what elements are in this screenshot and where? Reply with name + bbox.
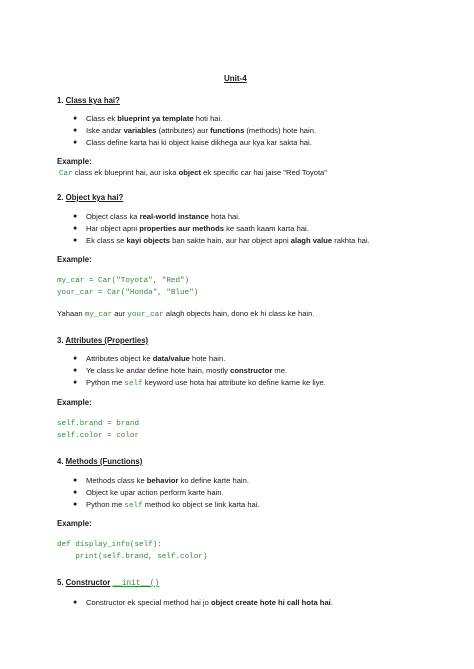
bullet-icon: ● [73,237,78,244]
s1-bullet-3: Class define karta hai ki object kaise dikhega aur kya kar sakta hai. [86,138,312,147]
text: Yahaan [57,309,85,318]
text: (attributes) aur [156,126,211,135]
text-bold: blueprint ya template [117,114,194,123]
bullet-icon: ● [73,477,78,484]
s1-bullet-2 [86,126,316,136]
text: hote hain. [189,354,226,363]
text-bold: real-world instance [139,212,209,221]
s4-example-label: Example: [57,519,92,528]
bullet-icon: ● [73,139,78,146]
section-2-title: Object kya hai? [65,193,124,202]
s2-code-line-1: my_car = Car("Toyota", "Red") [57,277,190,285]
section-2-number: 2. [57,193,66,202]
s2-after-text [57,309,314,320]
bullet-icon: ● [73,367,78,374]
text: alagh objects hain, dono ek hi class ke hain. [163,309,315,318]
text-bold: object [178,168,201,177]
s1-example-text [59,168,327,179]
s3-example-label: Example: [57,398,92,407]
text: Python me [86,500,125,509]
section-1-number: 1. [57,96,66,105]
section-5-title: Constructor [65,578,111,587]
bullet-icon: ● [73,501,78,508]
text-bold: behavior [146,476,179,485]
text: Constructor ek special method hai jo [86,598,211,607]
section-5-number: 5. [57,578,66,587]
text: Object class ka [86,212,140,221]
code-inline: self [124,380,143,388]
s3-bullet-3 [86,378,326,389]
text-bold: alagh value [290,236,333,245]
s4-bullet-3 [86,500,260,511]
s1-bullet-1 [86,114,222,124]
s2-example-label: Example: [57,255,92,264]
text: method ko object se link karta hai. [142,500,260,509]
s2-bullet-2 [86,224,309,234]
s5-bullet-1 [86,598,333,608]
text: Methods class ke [86,476,147,485]
bullet-icon: ● [73,379,78,386]
text: aur [112,309,128,318]
s4-code-line-1: def display_info(self): [57,541,162,549]
s4-bullet-1 [86,476,249,486]
page-title: Unit-4 [224,74,247,83]
text: class ek blueprint hai, aur iska [72,168,179,177]
s3-code-line-2: self.color = color [57,432,140,440]
text: keyword use hota hai attribute ko define karne ke liye. [142,378,326,387]
bullet-icon: ● [73,355,78,362]
text: rakhta hai. [332,236,370,245]
text-bold: properties aur methods [139,224,225,233]
s4-bullet-2: Object ke upar action perform karte hain. [86,488,224,497]
text: ek specific car hai jaise "Red Toyota" [201,168,327,177]
section-4-number: 4. [57,457,66,466]
section-2-heading [57,193,123,203]
s1-example-label: Example: [57,157,92,166]
text: (methods) hote hain. [244,126,317,135]
code-inline: your_car [127,311,164,319]
text: Class ek [86,114,118,123]
section-4-heading [57,457,142,467]
text-bold: constructor [230,366,273,375]
s4-code-line-2: print(self.brand, self.color) [57,553,208,561]
code-inline: my_car [84,311,113,319]
text: hoti hai. [193,114,223,123]
bullet-icon: ● [73,213,78,220]
section-4-title: Methods (Functions) [65,457,143,466]
section-3-number: 3. [57,336,66,345]
section-3-heading [57,336,148,346]
text: Iske andar [86,126,124,135]
s3-bullet-2 [86,366,287,376]
code-inline: Car [59,170,73,178]
text: hota hai. [208,212,241,221]
section-1-title: Class kya hai? [65,96,120,105]
section-1-heading [57,96,120,106]
text: . [330,598,333,607]
text-bold: data/value [152,354,190,363]
bullet-icon: ● [73,599,78,606]
text: ko define karte hain. [178,476,249,485]
bullet-icon: ● [73,115,78,122]
section-3-title: Attributes (Properties) [65,336,149,345]
bullet-icon: ● [73,225,78,232]
text: ke saath kaam karta hai. [224,224,309,233]
text: me. [272,366,288,375]
text-bold: variables [123,126,157,135]
constructor-init-code: __init__() [112,580,160,588]
text-bold: kayi objects [126,236,170,245]
text: ban sakte hain, aur har object apni [170,236,291,245]
text: Attributes object ke [86,354,153,363]
s3-code-line-1: self.brand = brand [57,420,140,428]
code-inline: self [124,502,143,510]
s2-code-line-2: your_car = Car("Honda", "Blue") [57,289,199,297]
text: Ye class ke andar define hote hain, mostly [86,366,231,375]
text: Python me [86,378,125,387]
s2-bullet-1 [86,212,240,222]
text: Ek class se [86,236,127,245]
s3-bullet-1 [86,354,225,364]
bullet-icon: ● [73,127,78,134]
bullet-icon: ● [73,489,78,496]
text: Har object apni [86,224,140,233]
text-bold: object create hote hi call hota hai [210,598,331,607]
section-5-heading [57,578,159,589]
s2-bullet-3 [86,236,370,246]
text-bold: functions [210,126,245,135]
